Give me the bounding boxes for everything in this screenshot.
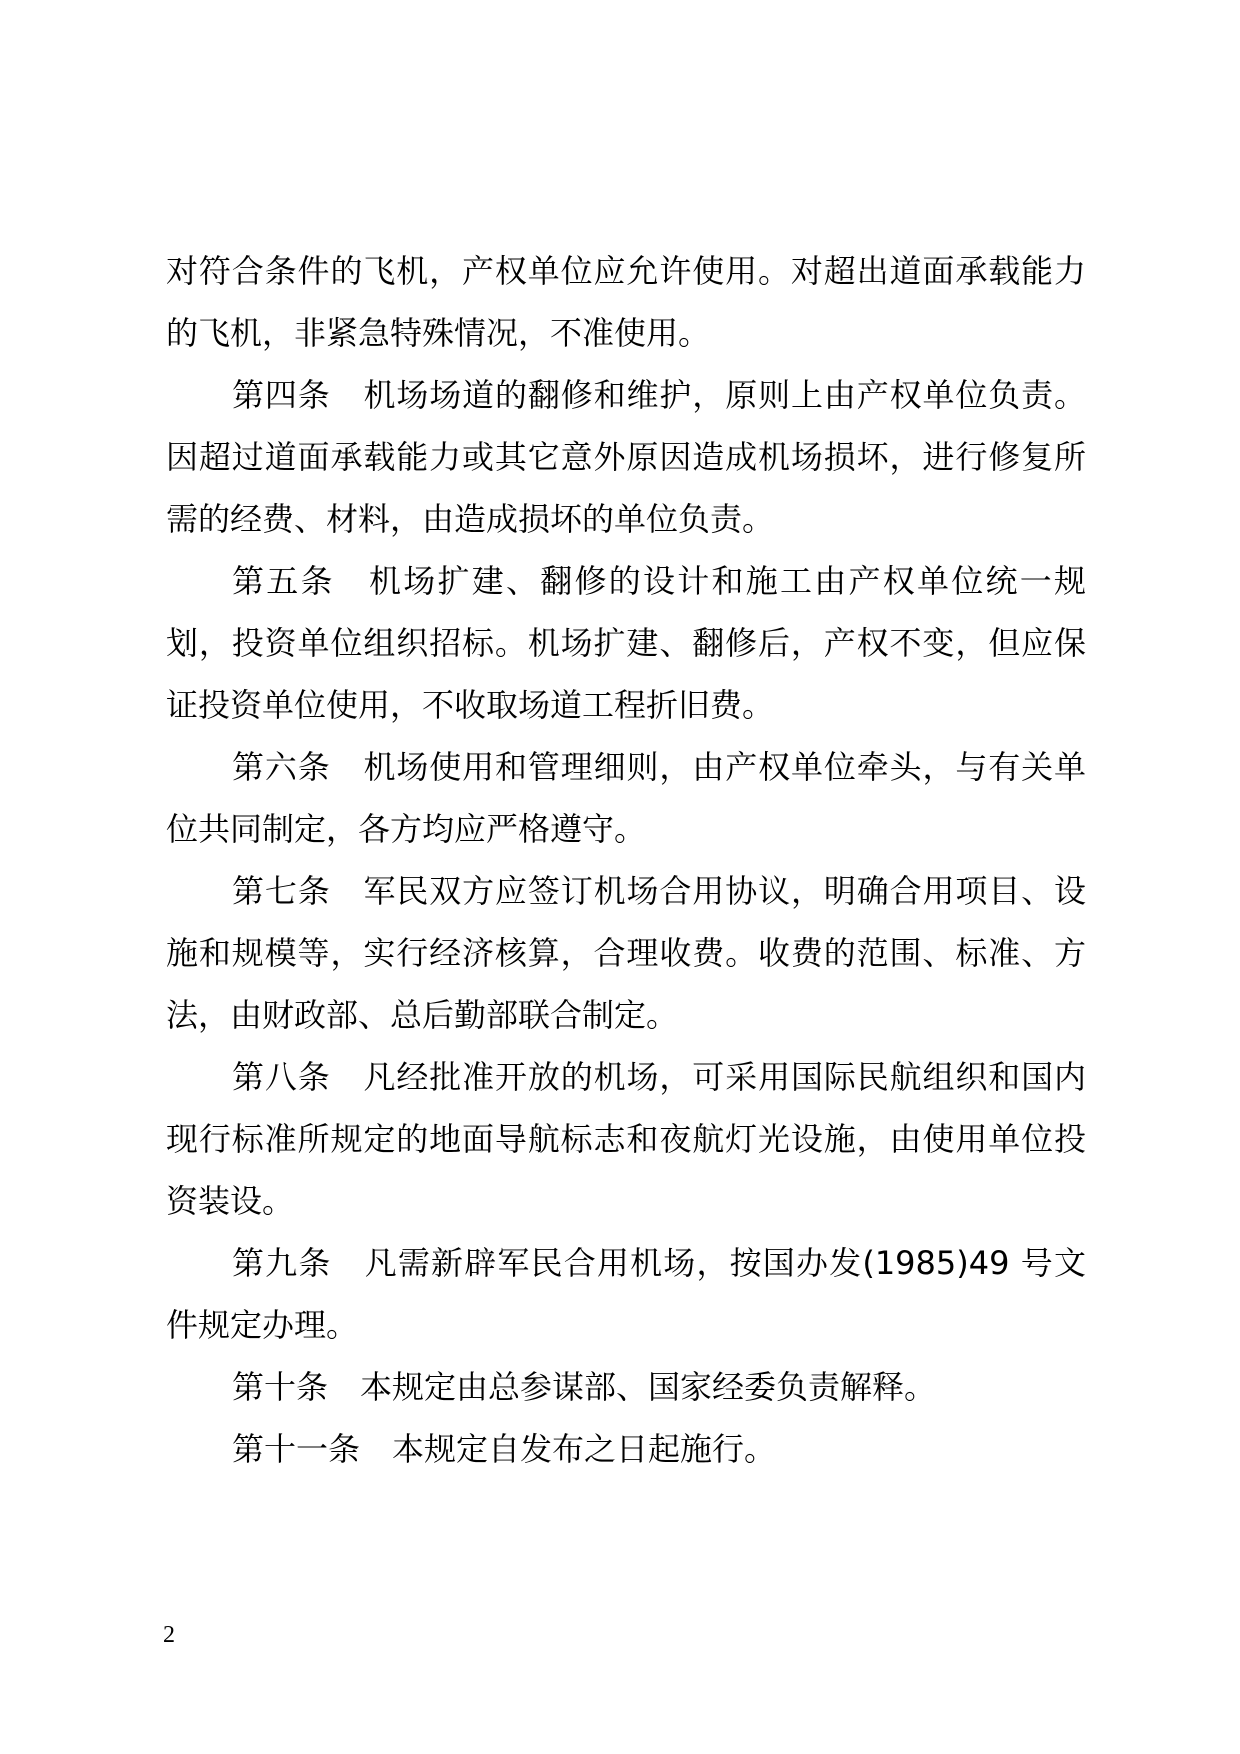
- paragraph-article-7: 第七条 军民双方应签订机场合用协议，明确合用项目、设施和规模等，实行经济核算，合理收费。收费的范围、标准、方法，由财政部、总后勤部联合制定。: [166, 872, 1086, 1034]
- paragraph-article-5: 第五条 机场扩建、翻修的设计和施工由产权单位统一规划，投资单位组织招标。机场扩建、翻修后，产权不变，但应保证投资单位使用，不收取场道工程折旧费。: [166, 562, 1086, 724]
- paragraph-article-11: 第十一条 本规定自发布之日起施行。: [232, 1430, 777, 1468]
- paragraph-article-8: 第八条 凡经批准开放的机场，可采用国际民航组织和国内现行标准所规定的地面导航标志和夜航灯光设施，由使用单位投资装设。: [166, 1058, 1086, 1220]
- paragraph-article-9: 第九条 凡需新辟军民合用机场，按国办发(1985)49 号文件规定办理。: [166, 1244, 1086, 1344]
- document-body: [166, 240, 1086, 1480]
- paragraph-article-10: 第十条 本规定由总参谋部、国家经委负责解释。: [232, 1368, 937, 1406]
- paragraph-article-6: 第六条 机场使用和管理细则，由产权单位牵头，与有关单位共同制定，各方均应严格遵守。: [166, 748, 1086, 848]
- paragraph-article-4: 第四条 机场场道的翻修和维护，原则上由产权单位负责。因超过道面承载能力或其它意外原因造成机场损坏，进行修复所需的经费、材料，由造成损坏的单位负责。: [166, 376, 1086, 538]
- page-number: 2: [163, 1622, 175, 1648]
- paragraph-continuation: 对符合条件的飞机，产权单位应允许使用。对超出道面承载能力的飞机，非紧急特殊情况，不准使用。: [166, 252, 1086, 352]
